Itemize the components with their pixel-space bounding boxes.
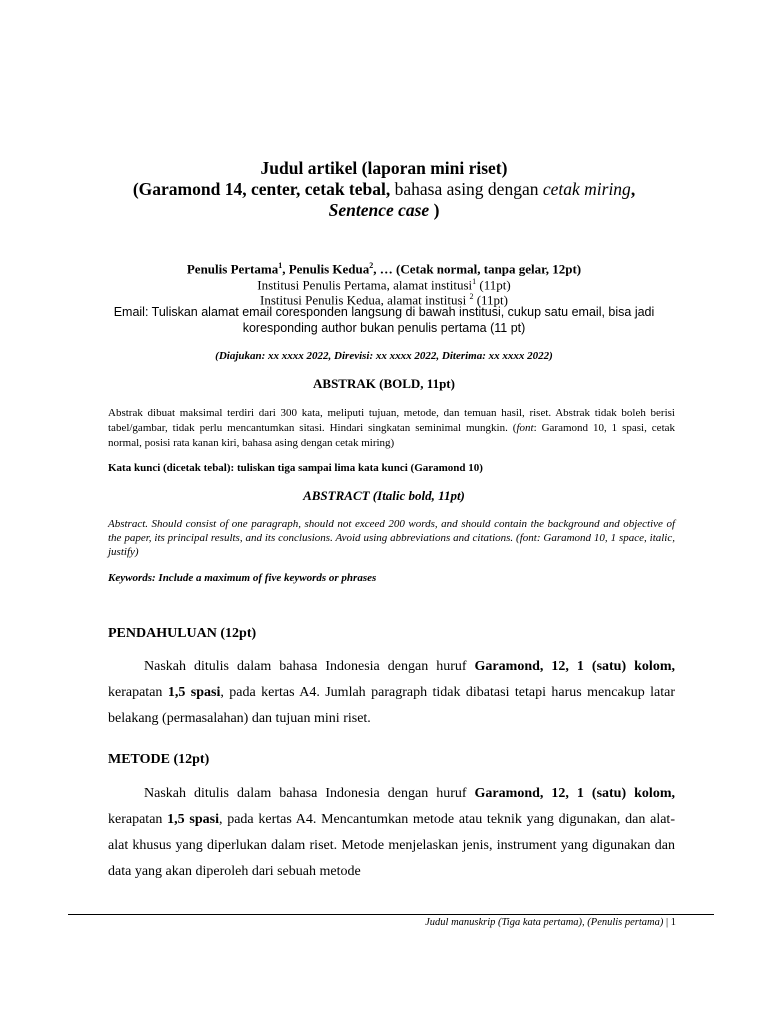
page-number: 1 <box>670 917 676 928</box>
submission-dates: (Diajukan: xx xxxx 2022, Direvisi: xx xxxx 2022, Diterima: xx xxxx 2022) <box>215 350 553 362</box>
pendahuluan-text-b: kerapatan <box>108 685 168 700</box>
institution-1-text: Institusi Penulis Pertama, alamat institusi <box>257 277 473 293</box>
author-second: Penulis Kedua <box>288 261 370 277</box>
metode-text-a: Naskah ditulis dalam bahasa Indonesia dengan huruf <box>144 786 475 801</box>
pendahuluan-paragraph <box>108 654 675 732</box>
email-note: Email: Tuliskan alamat email coresponden langsung di bawah institusi, cukup satu email, bisa jadi koresponding author bukan penulis pertama (11 pt) <box>113 305 655 335</box>
title-line-3 <box>60 200 708 221</box>
author-sep: , <box>282 261 289 277</box>
title-line-2 <box>60 179 708 200</box>
pendahuluan-text-a: Naskah ditulis dalam bahasa Indonesia dengan huruf <box>144 659 475 674</box>
abstrak-body-text-2: : Garamond 10, 1 spasi, cetak normal, posisi rata kanan kiri, bahasa asing dengan cetak miring) <box>108 422 676 449</box>
kata-kunci: Kata kunci (dicetak tebal): tuliskan tiga sampai lima kata kunci (Garamond 10) <box>108 462 483 474</box>
institution-2-text: Institusi Penulis Kedua, alamat institusi <box>260 292 470 308</box>
title-line-2-italic: cetak miring <box>542 179 631 199</box>
abstrak-body <box>108 406 675 451</box>
footer-rule <box>68 914 714 915</box>
author-second-sup: 2 <box>369 261 374 270</box>
institution-2-sup: 2 <box>469 292 474 301</box>
abstract-body: Abstract. Should consist of one paragraph, should not exceed 200 words, and should contain the background and objective of the paper, its principal results, and its conclusions. Avoid using abbreviations and citations. (font: Garamond 10, 1 space, italic, justify) <box>108 518 675 558</box>
metode-heading: METODE (12pt) <box>108 752 210 767</box>
institution-1-sup: 1 <box>472 277 477 286</box>
title-line-1: Judul artikel (laporan mini riset) <box>260 158 508 178</box>
author-rest: , … (Cetak normal, tanpa gelar, 12pt) <box>373 261 582 277</box>
pendahuluan-heading: PENDAHULUAN (12pt) <box>108 626 257 641</box>
metode-paragraph <box>108 781 675 885</box>
title-line-3-end: ) <box>429 200 440 220</box>
title-line-2-bold: (Garamond 14, center, cetak tebal, <box>132 179 391 199</box>
institution-1-size: (11pt) <box>476 277 511 293</box>
abstrak-font-word: font <box>516 422 534 434</box>
abstract-heading: ABSTRACT (Italic bold, 11pt) <box>303 488 465 503</box>
author-first-sup: 1 <box>278 261 283 270</box>
institution-2-size: (11pt) <box>473 292 508 308</box>
running-title: Judul manuskrip (Tiga kata pertama), (Penulis pertama) <box>425 917 664 928</box>
footer-separator: | <box>663 917 671 928</box>
metode-bold-1: Garamond, 12, 1 (satu) kolom, <box>474 786 675 801</box>
title-line-3-bold-italic: Sentence case <box>328 200 430 220</box>
abstrak-heading: ABSTRAK (BOLD, 11pt) <box>313 376 455 391</box>
page-footer <box>68 917 676 928</box>
article-title <box>60 158 708 221</box>
title-line-2-normal: bahasa asing dengan <box>390 179 543 199</box>
abstrak-body-text: Abstrak dibuat maksimal terdiri dari 300 kata, meliputi tujuan, metode, dan temuan hasil, riset. Abstrak tidak boleh berisi tabel/gambar, tidak perlu mencantumkan sitasi. Hindari singkatan seminimal mungkin. ( <box>108 407 675 434</box>
metode-bold-2: 1,5 spasi <box>167 812 219 827</box>
pendahuluan-text-c: , pada kertas A4. Jumlah paragraph tidak dibatasi tetapi harus mencakup latar belakang (permasalahan) dan tujuan mini riset. <box>108 685 675 726</box>
pendahuluan-bold-2: 1,5 spasi <box>167 685 221 700</box>
pendahuluan-bold-1: Garamond, 12, 1 (satu) kolom, <box>474 659 675 674</box>
title-line-2-end: , <box>630 179 636 199</box>
keywords: Keywords: Include a maximum of five keywords or phrases <box>108 572 377 584</box>
metode-text-c: , pada kertas A4. Mencantumkan metode atau teknik yang digunakan, dan alat- alat khusus yang diperlukan dalam riset. Metode menjelaskan jenis, instrument yang digunakan dan data yang akan diperoleh dari sebuah metode <box>108 812 675 879</box>
metode-text-b: kerapatan <box>108 812 168 827</box>
author-first: Penulis Pertama <box>186 261 279 277</box>
